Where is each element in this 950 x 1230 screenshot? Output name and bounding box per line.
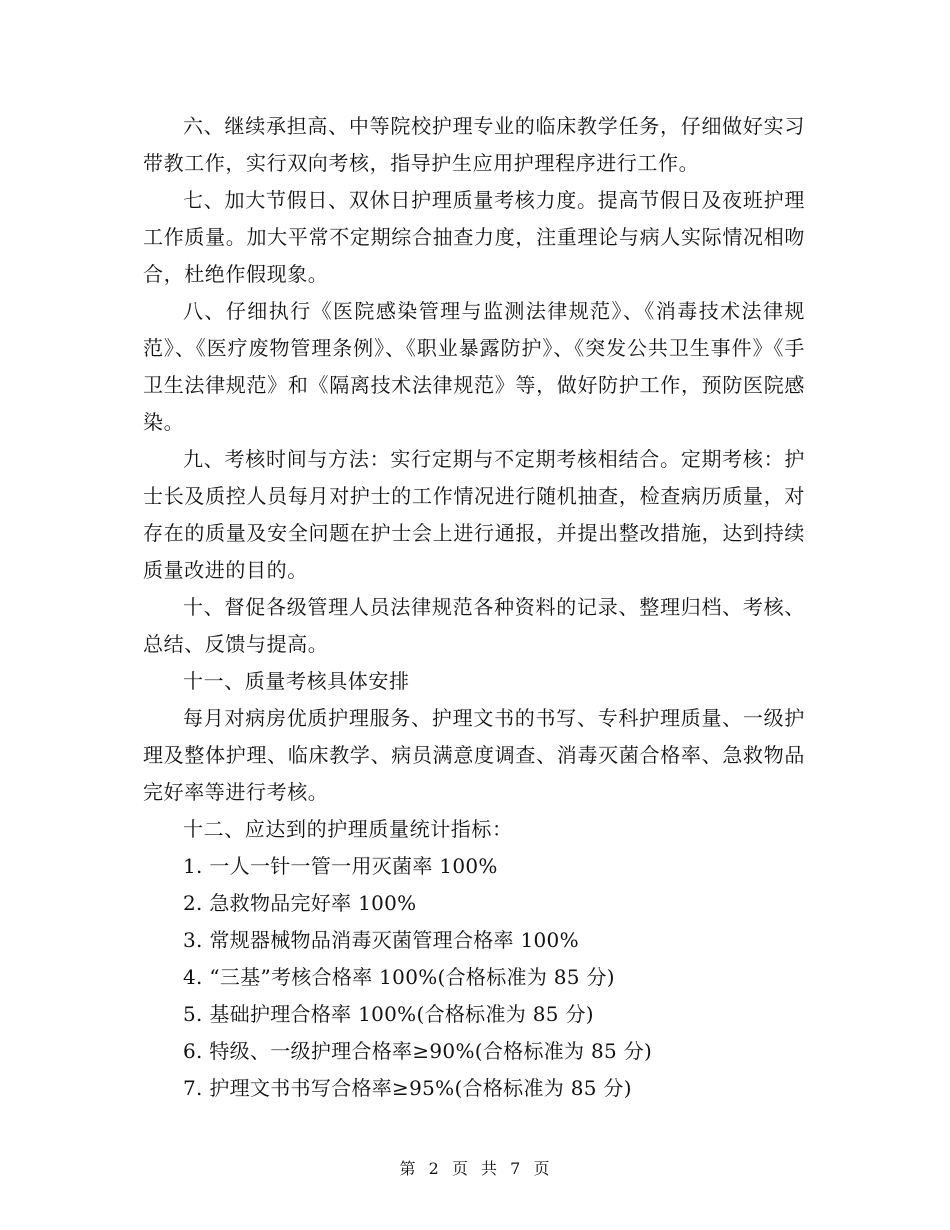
footer-page-unit: 页 bbox=[451, 1159, 469, 1178]
indicator-item-5: 5. 基础护理合格率 100%(合格标准为 85 分) bbox=[183, 1002, 594, 1026]
indicator-item-6: 6. 特级、一级护理合格率≥90%(合格标准为 85 分) bbox=[183, 1039, 653, 1063]
paragraph-ten: 十、督促各级管理人员法律规范各种资料的记录、整理归档、考核、总结、反馈与提高。 bbox=[143, 595, 805, 656]
footer-total-prefix: 共 bbox=[481, 1159, 499, 1178]
footer-total-unit: 页 bbox=[533, 1159, 551, 1178]
paragraph-twelve-heading: 十二、应达到的护理质量统计指标： bbox=[183, 817, 513, 841]
total-page-number: 7 bbox=[510, 1159, 522, 1178]
current-page-number: 2 bbox=[428, 1159, 440, 1178]
paragraph-nine: 九、考核时间与方法：实行定期与不定期考核相结合。定期考核：护士长及质控人员每月对护士的工作情况进行随机抽查，检查病历质量，对存在的质量及安全问题在护士会上进行通报，并提出整改措施，达到持续质量改进的目的。 bbox=[143, 447, 805, 582]
indicator-item-1: 1. 一人一针一管一用灭菌率 100% bbox=[183, 854, 498, 878]
paragraph-eight: 八、仔细执行《医院感染管理与监测法律规范》、《消毒技术法律规范》、《医疗废物管理条例》、《职业暴露防护》、《突发公共卫生事件》《手卫生法律规范》和《隔离技术法律规范》等，做好防护工作，预防医院感染。 bbox=[143, 299, 805, 434]
indicator-item-4: 4. “三基”考核合格率 100%(合格标准为 85 分) bbox=[183, 965, 615, 989]
indicator-item-3: 3. 常规器械物品消毒灭菌管理合格率 100% bbox=[183, 928, 579, 952]
paragraph-eleven-body: 每月对病房优质护理服务、护理文书的书写、专科护理质量、一级护理及整体护理、临床教学、病员满意度调查、消毒灭菌合格率、急救物品完好率等进行考核。 bbox=[143, 706, 805, 804]
paragraph-six: 六、继续承担高、中等院校护理专业的临床教学任务，仔细做好实习带教工作，实行双向考核，指导护生应用护理程序进行工作。 bbox=[143, 114, 805, 175]
indicator-item-2: 2. 急救物品完好率 100% bbox=[183, 891, 417, 915]
paragraph-seven: 七、加大节假日、双休日护理质量考核力度。提高节假日及夜班护理工作质量。加大平常不定期综合抽查力度，注重理论与病人实际情况相吻合，杜绝作假现象。 bbox=[143, 188, 805, 286]
paragraph-eleven-heading: 十一、质量考核具体安排 bbox=[183, 669, 410, 693]
body-text bbox=[143, 108, 805, 1107]
page-footer bbox=[0, 1156, 950, 1179]
footer-prefix: 第 bbox=[399, 1159, 417, 1178]
indicator-item-7: 7. 护理文书书写合格率≥95%(合格标准为 85 分) bbox=[183, 1076, 632, 1100]
